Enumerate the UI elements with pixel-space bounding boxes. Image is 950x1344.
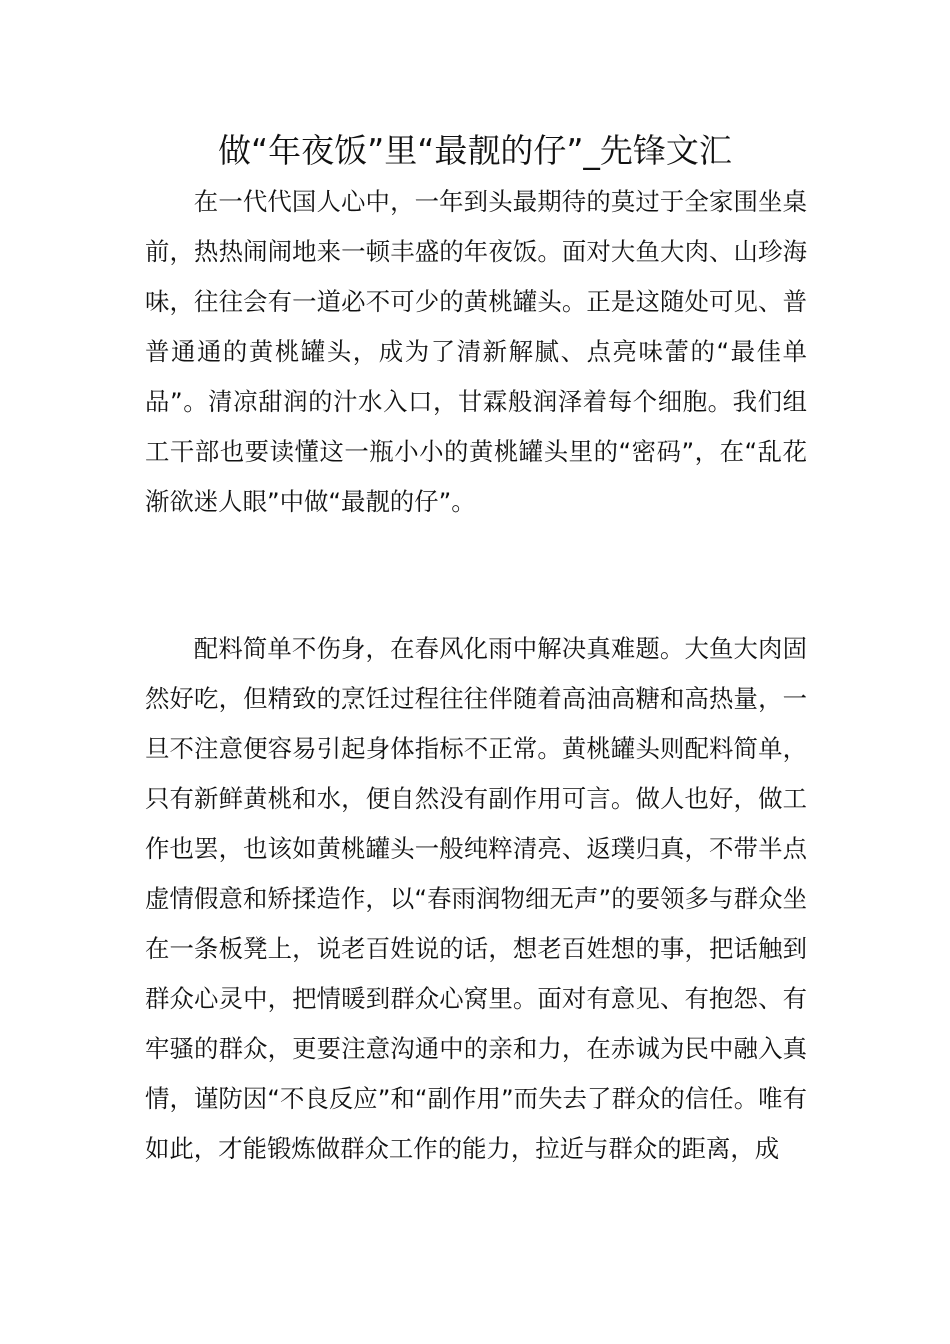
paragraph-ingredients: 配料简单不伤身，在春风化雨中解决真难题。大鱼大肉固然好吃，但精致的烹饪过程往往伴随着高油高糖和高热量，一旦不注意便容易引起身体指标不正常。黄桃罐头则配料简单，只有新鲜黄桃和水，便自然没有副作用可言。做人也好，做工作也罢，也该如黄桃罐头一般纯粹清亮、返璞归真，不带半点虚情假意和矫揉造作，以“春雨润物细无声”的要领多与群众坐在一条板凳上，说老百姓说的话，想老百姓想的事，把话触到群众心灵中，把情暖到群众心窝里。面对有意见、有抱怨、有牢骚的群众，更要注意沟通中的亲和力，在赤诚为民中融入真情，谨防因“不良反应”和“副作用”而失去了群众的信任。唯有如此，才能锻炼做群众工作的能力，拉近与群众的距离，成	[145, 634, 807, 1163]
document-title: 做“年夜饭”里“最靓的仔”_先锋文汇	[218, 131, 732, 170]
paragraph-intro: 在一代代国人心中，一年到头最期待的莫过于全家围坐桌前，热热闹闹地来一顿丰盛的年夜饭。面对大鱼大肉、山珍海味，往往会有一道必不可少的黄桃罐头。正是这随处可见、普普通通的黄桃罐头，成为了清新解腻、点亮味蕾的“最佳单品”。清凉甜润的汁水入口，甘霖般润泽着每个细胞。我们组工干部也要读懂这一瓶小小的黄桃罐头里的“密码”，在“乱花渐欲迷人眼”中做“最靓的仔”。	[145, 187, 807, 516]
